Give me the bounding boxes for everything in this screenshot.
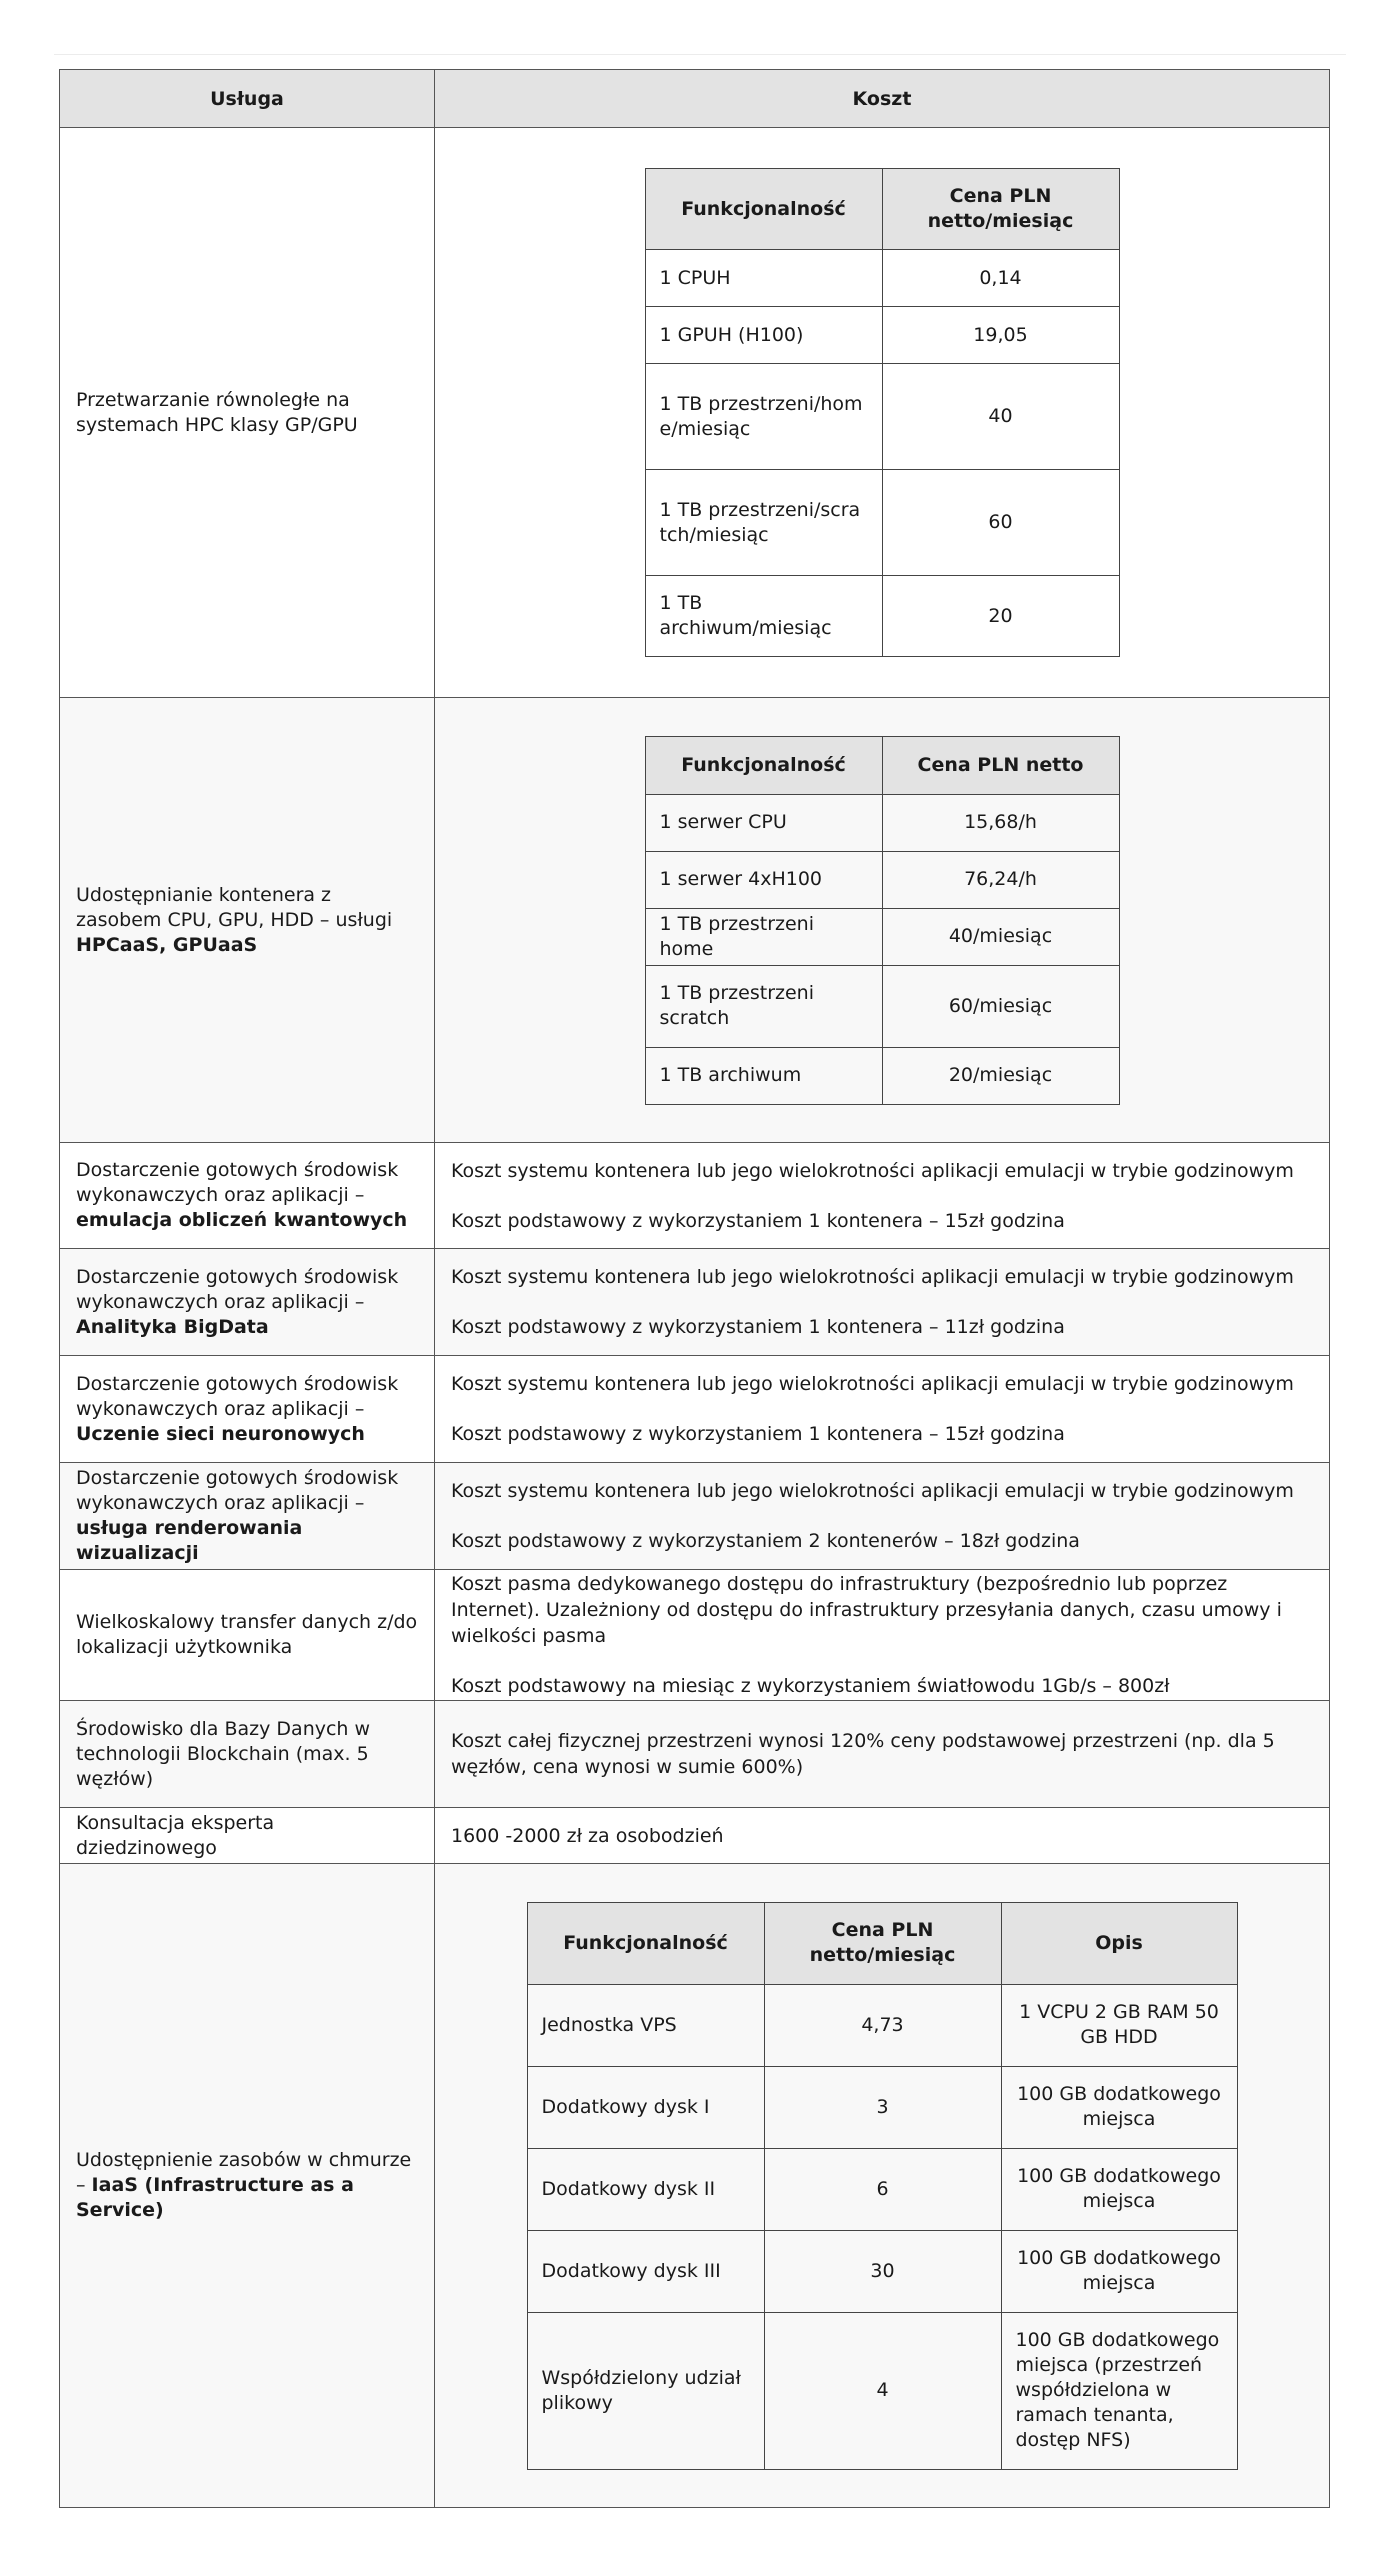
service-text: Dostarczenie gotowych środowisk wykonawczych oraz aplikacji – <box>76 1159 399 1206</box>
service-highlight: IaaS (Infrastructure as a Service) <box>76 2174 354 2221</box>
cost-cell <box>435 1570 1330 1701</box>
list-item <box>645 364 1119 470</box>
table-row <box>60 1808 1330 1864</box>
feature-cell: Dodatkowy dysk III <box>527 2230 764 2312</box>
list-item <box>645 470 1119 576</box>
feature-cell: 1 TB archiwum/miesiąc <box>645 576 882 657</box>
price-cell: 76,24/h <box>882 851 1119 908</box>
feature-cell: Jednostka VPS <box>527 1984 764 2066</box>
inner-header-feature: Funkcjonalność <box>645 736 882 794</box>
list-item <box>645 965 1119 1047</box>
list-item <box>527 2148 1237 2230</box>
price-cell: 4 <box>764 2312 1001 2469</box>
service-cell: Przetwarzanie równoległe na systemach HPC klasy GP/GPU <box>60 128 435 698</box>
cost-description: Koszt systemu kontenera lub jego wielokrotności aplikacji emulacji w trybie godzinowym <box>451 1159 1294 1182</box>
feature-cell: 1 TB archiwum <box>645 1047 882 1104</box>
cost-cell <box>435 1463 1330 1570</box>
price-cell: 40 <box>882 364 1119 470</box>
cost-base-price: Koszt podstawowy na miesiąc z wykorzystaniem światłowodu 1Gb/s – 800zł <box>451 1675 1170 1697</box>
cost-description: Koszt pasma dedykowanego dostępu do infrastruktury (bezpośrednio lub poprzez Internet). Uzależniony od dostępu do infrastruktury przesyłania danych, czasu umowy i wielkości pasma <box>451 1573 1282 1647</box>
service-highlight: Analityka BigData <box>76 1315 269 1338</box>
list-item <box>645 250 1119 307</box>
price-cell: 40/miesiąc <box>882 908 1119 965</box>
inner-header-feature: Funkcjonalność <box>645 169 882 250</box>
pricing-table <box>59 69 1330 2508</box>
service-cell: Środowisko dla Bazy Danych w technologii Blockchain (max. 5 węzłów) <box>60 1701 435 1808</box>
cost-description: Koszt systemu kontenera lub jego wielokrotności aplikacji emulacji w trybie godzinowym <box>451 1373 1294 1395</box>
price-cell: 15,68/h <box>882 794 1119 851</box>
list-item <box>527 2230 1237 2312</box>
list-item <box>527 2312 1237 2469</box>
price-cell: 4,73 <box>764 1984 1001 2066</box>
description-cell: 100 GB dodatkowego miejsca <box>1001 2230 1237 2312</box>
service-cell <box>60 698 435 1143</box>
feature-cell: 1 TB przestrzeni/scratch/miesiąc <box>645 470 882 576</box>
feature-cell: 1 serwer CPU <box>645 794 882 851</box>
inner-header-feature: Funkcjonalność <box>527 1902 764 1984</box>
cost-cell: Koszt całej fizycznej przestrzeni wynosi 120% ceny podstawowej przestrzeni (np. dla 5 węzłów, cena wynosi w sumie 600%) <box>435 1701 1330 1808</box>
service-highlight: Uczenie sieci neuronowych <box>76 1422 365 1445</box>
list-item <box>527 2066 1237 2148</box>
price-cell: 6 <box>764 2148 1001 2230</box>
cost-cell <box>435 1143 1330 1249</box>
price-cell: 60/miesiąc <box>882 965 1119 1047</box>
list-item <box>645 908 1119 965</box>
description-cell: 100 GB dodatkowego miejsca (przestrzeń współdzielona w ramach tenanta, dostęp NFS) <box>1001 2312 1237 2469</box>
iaas-price-table <box>527 1902 1238 2470</box>
description-cell: 100 GB dodatkowego miejsca <box>1001 2148 1237 2230</box>
table-row <box>60 1249 1330 1356</box>
feature-cell: 1 GPUH (H100) <box>645 307 882 364</box>
feature-cell: 1 CPUH <box>645 250 882 307</box>
description-cell: 1 VCPU 2 GB RAM 50 GB HDD <box>1001 1984 1237 2066</box>
price-cell: 0,14 <box>882 250 1119 307</box>
cost-cell <box>435 1864 1330 2508</box>
feature-cell: 1 TB przestrzeni/home/miesiąc <box>645 364 882 470</box>
feature-cell: Współdzielony udział plikowy <box>527 2312 764 2469</box>
cost-cell: 1600 -2000 zł za osobodzień <box>435 1808 1330 1864</box>
inner-header-price: Cena PLN netto/miesiąc <box>882 169 1119 250</box>
service-cell <box>60 1249 435 1356</box>
cost-description: Koszt systemu kontenera lub jego wielokrotności aplikacji emulacji w trybie godzinowym <box>451 1266 1294 1288</box>
list-item <box>645 576 1119 657</box>
cost-base-price: Koszt podstawowy z wykorzystaniem 1 kontenera – 15zł godzina <box>451 1209 1065 1232</box>
list-item <box>645 307 1119 364</box>
hpc-price-table <box>645 168 1120 657</box>
feature-cell: 1 TB przestrzeni home <box>645 908 882 965</box>
price-cell: 19,05 <box>882 307 1119 364</box>
service-cell: Konsultacja eksperta dziedzinowego <box>60 1808 435 1864</box>
list-item <box>645 851 1119 908</box>
cost-cell <box>435 1356 1330 1463</box>
service-text: Dostarczenie gotowych środowisk wykonawczych oraz aplikacji – <box>76 1467 399 1514</box>
inner-header-price: Cena PLN netto/miesiąc <box>764 1902 1001 1984</box>
service-cell <box>60 1463 435 1570</box>
service-text: Udostępnianie kontenera z zasobem CPU, GPU, HDD – usługi <box>76 883 393 931</box>
price-cell: 20/miesiąc <box>882 1047 1119 1104</box>
table-row <box>60 1701 1330 1808</box>
price-cell: 30 <box>764 2230 1001 2312</box>
feature-cell: 1 TB przestrzeni scratch <box>645 965 882 1047</box>
price-cell: 3 <box>764 2066 1001 2148</box>
feature-cell: 1 serwer 4xH100 <box>645 851 882 908</box>
header-cost: Koszt <box>435 70 1330 128</box>
price-cell: 20 <box>882 576 1119 657</box>
service-highlight: HPCaaS, GPUaaS <box>76 933 258 956</box>
table-row <box>60 1463 1330 1570</box>
service-cell: Wielkoskalowy transfer danych z/do lokalizacji użytkownika <box>60 1570 435 1701</box>
service-text: Dostarczenie gotowych środowisk wykonawczych oraz aplikacji – <box>76 1265 399 1313</box>
inner-header-price: Cena PLN netto <box>882 736 1119 794</box>
service-cell <box>60 1143 435 1249</box>
table-row <box>60 1143 1330 1249</box>
header-service: Usługa <box>60 70 435 128</box>
service-text: Udostępnienie zasobów w chmurze – <box>76 2149 412 2196</box>
list-item <box>527 1984 1237 2066</box>
cost-description: Koszt systemu kontenera lub jego wielokrotności aplikacji emulacji w trybie godzinowym <box>451 1480 1294 1502</box>
table-row <box>60 1864 1330 2508</box>
cost-cell <box>435 1249 1330 1356</box>
table-row <box>60 128 1330 698</box>
feature-cell: Dodatkowy dysk II <box>527 2148 764 2230</box>
table-row <box>60 1356 1330 1463</box>
inner-header-description: Opis <box>1001 1902 1237 1984</box>
table-row <box>60 1570 1330 1701</box>
service-cell <box>60 1356 435 1463</box>
service-text: Dostarczenie gotowych środowisk wykonawczych oraz aplikacji – <box>76 1372 399 1420</box>
cost-cell <box>435 698 1330 1143</box>
top-divider <box>54 54 1346 55</box>
cost-base-price: Koszt podstawowy z wykorzystaniem 1 kontenera – 15zł godzina <box>451 1423 1065 1445</box>
cost-base-price: Koszt podstawowy z wykorzystaniem 2 kontenerów – 18zł godzina <box>451 1530 1080 1552</box>
cost-base-price: Koszt podstawowy z wykorzystaniem 1 kontenera – 11zł godzina <box>451 1316 1065 1338</box>
service-highlight: emulacja obliczeń kwantowych <box>76 1209 408 1231</box>
container-price-table <box>645 736 1120 1105</box>
list-item <box>645 794 1119 851</box>
service-cell <box>60 1864 435 2508</box>
list-item <box>645 1047 1119 1104</box>
header-row <box>60 70 1330 128</box>
price-cell: 60 <box>882 470 1119 576</box>
table-row <box>60 698 1330 1143</box>
feature-cell: Dodatkowy dysk I <box>527 2066 764 2148</box>
description-cell: 100 GB dodatkowego miejsca <box>1001 2066 1237 2148</box>
service-highlight: usługa renderowania wizualizacji <box>76 1517 303 1564</box>
cost-cell <box>435 128 1330 698</box>
